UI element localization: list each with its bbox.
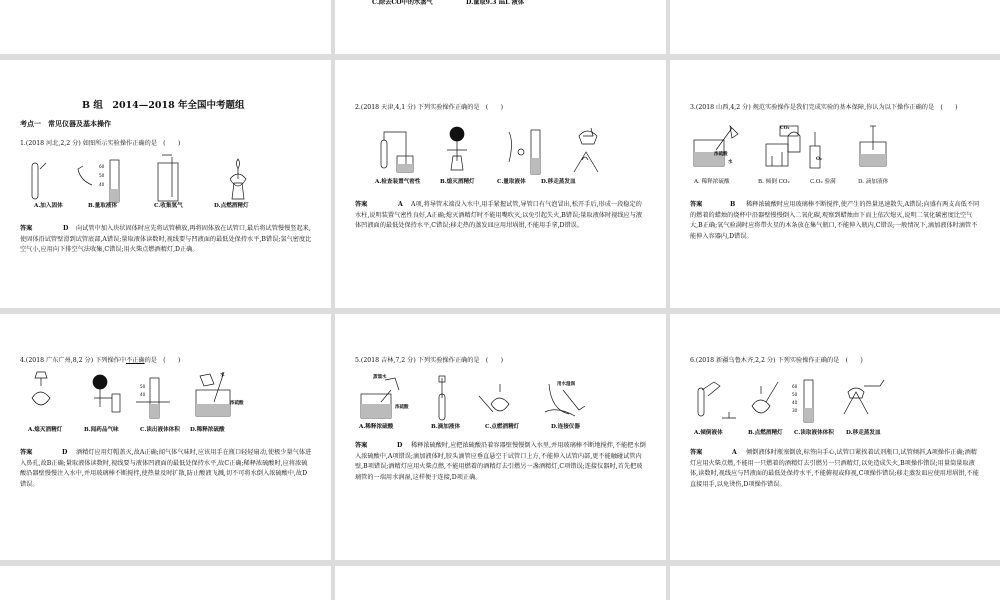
fig-label-acid: 浓硫酸 [714, 152, 728, 157]
svg-text:60: 60 [99, 164, 105, 169]
fig-label-acid: 浓硫酸 [230, 401, 244, 406]
figure-lab-operations [22, 155, 262, 207]
question-text: 1.(2018 河北,2,2 分) 如图所示实验操作正确的是 ( ) [20, 140, 181, 147]
answer-letter: D [63, 225, 69, 232]
section-title: 考点一 常见仪器及基本操作 [20, 119, 111, 128]
option-label: D.点燃酒精灯 [214, 203, 249, 209]
option-label: D.移走蒸发皿 [846, 430, 881, 436]
question-underlined: 不正确 [126, 357, 145, 364]
slide-question-2 [335, 60, 666, 308]
fig-label-water: 蒸馏水 [373, 375, 387, 380]
slide-question-4 [0, 314, 331, 560]
svg-text:50: 50 [99, 173, 105, 178]
question-text: 5.(2018 吉林,7,2 分) 下列实验操作正确的是 ( ) [355, 357, 504, 364]
svg-text:50: 50 [792, 392, 798, 397]
question-suffix: 的是 ( ) [144, 357, 181, 364]
option-label: C.量取液体 [497, 179, 526, 185]
fig-label-wet: 用水湿润 [557, 382, 575, 387]
question-text: 6.(2018 新疆乌鲁木齐,2,2 分) 下列实验操作正确的是 ( ) [690, 357, 863, 364]
option-d-text: D.量取9.3 mL 液体 [466, 0, 525, 6]
slide-question-3 [670, 60, 1000, 308]
option-c-text: C.除去CO中的水蒸气 [372, 0, 433, 6]
slide-bottom-right [670, 566, 1000, 600]
answer-letter: A [732, 449, 737, 456]
answer-label: 答案 [20, 449, 33, 456]
svg-text:40: 40 [792, 400, 798, 405]
option-label: A.倾倒液体 [694, 430, 723, 436]
option-label: A.检查装置气密性 [375, 179, 421, 185]
slide-question-1 [0, 60, 331, 308]
answer-explanation: 向试管中加入块状固体时应先将试管横放,再将固体放在试管口,最后将试管慢慢竖起来,使固体沿试管壁滑到试管底部,A错误;量取液体读数时,视线要与凹液面的最低处保持水平,B错误;氢气密度比空气小,应用向下排空气法收集,C错误;用火柴点燃酒精灯,D正确。 [20, 225, 312, 253]
svg-text:60: 60 [792, 384, 798, 389]
option-label: B.量取液体 [88, 203, 118, 209]
option-label: A.加入固体 [34, 203, 63, 209]
figure-lab-operations [369, 122, 609, 180]
option-label: D.移走蒸发皿 [541, 179, 576, 185]
answer-explanation: A项,将导管末端没入水中,用手紧握试管,导管口有气泡冒出,松开手后,形成一段稳定的水柱,说明装置气密性良好,A正确;熄灭酒精灯时不能用嘴吹灭,以免引起失火,B错误;量取液体时视线应与液体凹液面的最低处保持水平,C错误;移走热的蒸发皿应用坩埚钳,不能用手拿,D错误。 [355, 201, 643, 229]
figure-lab-operations [24, 372, 244, 422]
answer-explanation: 稀释浓硫酸时应用玻璃棒不断搅拌,使产生的热量迅速散失,A错误;向盛有两支高低不同的燃着的蜡烛的烧杯中沿器壁慢慢倒入二氧化碳,观察到蜡烛由下而上依次熄灭,说明二氧化碳密度比空气大,B正确;氧气验满时应将带火星的木条放在集气瓶口,不能伸入瓶内,C错误;一般情况下,滴加液体时滴管不能伸入容器内,D错误。 [690, 201, 980, 240]
group-title: B 组 2014—2018 年全国中考题组 [82, 100, 245, 111]
svg-text:40: 40 [99, 182, 105, 187]
answer-letter: A [398, 201, 403, 208]
fig-label-water: 水 [220, 373, 225, 378]
answer-explanation: 倾倒液体时瓶塞倒放,标签向手心,试管口紧挨着试剂瓶口,试管倾斜,A项操作正确;酒精灯应用火柴点燃,不能用一只燃着的酒精灯去引燃另一只酒精灯,以免造成失火,B项操作错误;用量筒量取液体,读数时,视线应与凹液面的最低处保持水平,不能俯视或仰视,C项操作错误;移走蒸发皿应使用坩埚钳,不能直接用手,以免烫伤,D项操作错误。 [690, 449, 979, 488]
slide-question-6 [670, 314, 1000, 560]
option-label: A.熄灭酒精灯 [28, 427, 63, 433]
svg-text:40: 40 [140, 392, 146, 397]
option-label: C.收集氢气 [154, 203, 183, 209]
answer-label: 答案 [355, 201, 368, 208]
slide-bottom-middle [335, 566, 666, 600]
option-label: C.读取液体体积 [794, 430, 834, 436]
question-text [20, 356, 180, 365]
figure-lab-operations [692, 378, 912, 426]
option-label: B. 倾倒 CO₂ [758, 179, 790, 185]
option-label: D. 滴加液体 [858, 179, 889, 185]
figure-lab-operations [692, 126, 942, 172]
option-label: A.稀释浓硫酸 [359, 424, 394, 430]
slide-top-middle [335, 0, 666, 54]
answer-letter: D [397, 442, 403, 449]
option-label: B.熄灭酒精灯 [440, 179, 475, 185]
option-label: C.点燃酒精灯 [485, 424, 520, 430]
fig-label-o2: O₂ [816, 157, 822, 162]
fig-label-co2: CO₂ [780, 126, 790, 131]
fig-label-acid: 浓硫酸 [395, 405, 409, 410]
slide-question-5 [335, 314, 666, 560]
option-label: D.连接仪器 [551, 424, 580, 430]
answer-explanation: 酒精灯应用灯帽盖灭,故A正确;闻气体气味时,应该用手在瓶口轻轻扇动,使极少量气体进入鼻孔,故B正确;量取液体读数时,视线要与液体凹液面的最低处保持水平,故C正确;稀释浓硫酸时,应将浓硫酸沿器壁慢慢注入水中,并用玻璃棒不断搅拌,使热量及时扩散,防止酸液飞溅,切不可将水倒入浓硫酸中,故D错误。 [20, 449, 312, 488]
slide-top-left [0, 0, 331, 54]
svg-text:50: 50 [140, 384, 146, 389]
answer-label: 答案 [20, 225, 33, 232]
answer-label: 答案 [690, 201, 703, 208]
option-label: B.滴加液体 [431, 424, 461, 430]
answer-explanation: 稀释浓硫酸时,应把浓硫酸沿着容器壁慢慢倒入水里,并用玻璃棒不断地搅拌,不能把水倒入浓硫酸中,A项错误;滴加液体时,胶头滴管应垂直悬空于试管口上方,不能伸入试管内部,更不能触碰试管内壁,B项错误;酒精灯应用火柴点燃,不能用燃着的酒精灯去引燃另一盏酒精灯,C项错误;连接仪器时,首先把玻璃管的一端用水润湿,这样便于连接,D项正确。 [355, 442, 646, 481]
option-label: D.稀释浓硫酸 [190, 427, 225, 433]
answer-label: 答案 [690, 449, 703, 456]
answer-letter: D [62, 449, 68, 456]
option-label: B.点燃酒精灯 [748, 430, 783, 436]
option-label: B.闻药品气味 [84, 427, 119, 433]
question-text: 2.(2018 天津,4,1 分) 下列实验操作正确的是 ( ) [355, 104, 504, 111]
answer-letter: B [730, 201, 736, 208]
option-label: A. 稀释浓硫酸 [694, 179, 730, 185]
answer-label: 答案 [355, 442, 368, 449]
question-text: 3.(2018 山西,4,2 分) 规范实验操作是我们完成实验的基本保障,你认为以下操作正确的是 ( ) [690, 104, 958, 111]
option-label: C.O₂ 验满 [810, 179, 836, 185]
slide-bottom-left [0, 566, 331, 600]
slide-top-right [670, 0, 1000, 54]
option-label: C.读出液体体积 [140, 427, 180, 433]
svg-text:30: 30 [792, 408, 798, 413]
fig-label-water: 水 [728, 160, 733, 165]
question-prefix: 4.(2018 广东广州,8,2 分) 下列操作中 [20, 357, 127, 364]
